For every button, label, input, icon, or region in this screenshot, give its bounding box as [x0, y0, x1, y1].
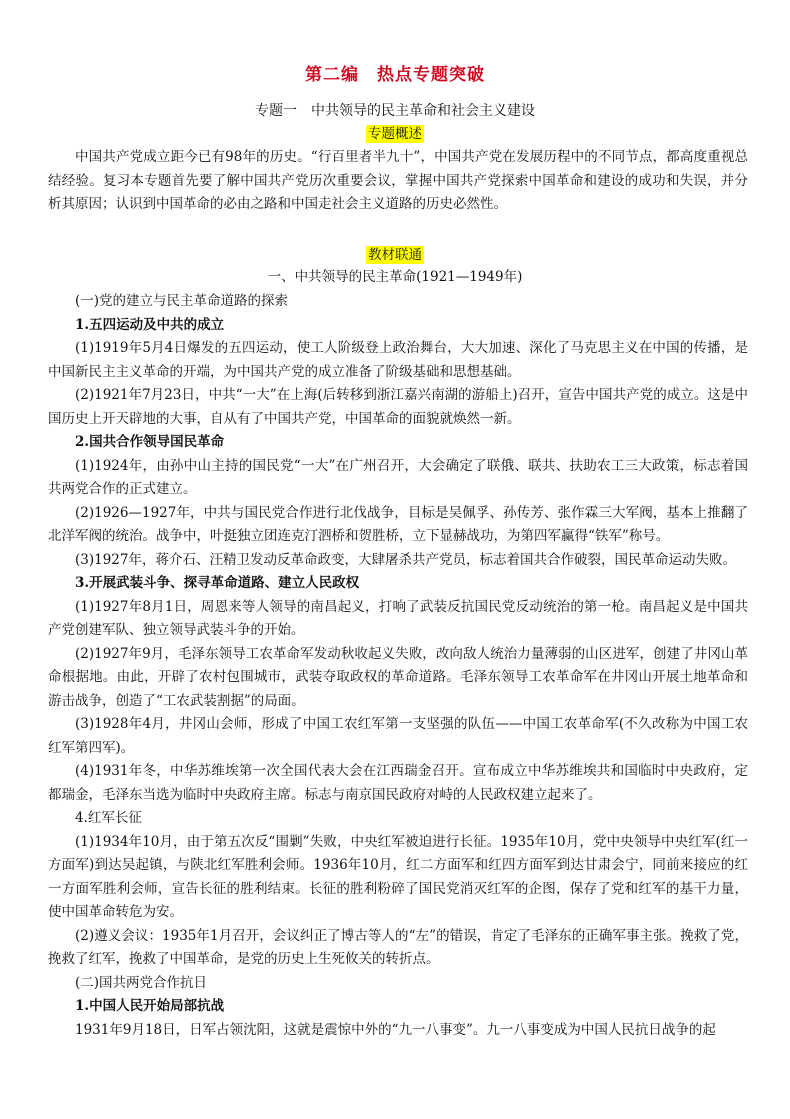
textbook-label-wrap — [0, 244, 790, 264]
content-body — [48, 290, 748, 1042]
overview-label-wrap — [0, 123, 790, 143]
paragraph: (1)1924年，由孙中山主持的国民党“一大”在广州召开，大会确定了联俄、联共、扶助农工三大政策，标志着国共两党合作的正式建立。 — [48, 457, 748, 497]
paragraph: 1931年9月18日，日军占领沈阳，这就是震惊中外的“九一八事变”。九一八事变成为中国人民抗日战争的起 — [75, 1021, 716, 1038]
paragraph: (4)1931年冬，中华苏维埃第一次全国代表大会在江西瑞金召开。宣布成立中华苏维埃共和国临时中央政府，定都瑞金，毛泽东当选为临时中央政府主席。标志与南京国民政府对峙的人民政权建立起来了。 — [48, 763, 748, 803]
paragraph: (1)1919年5月4日爆发的五四运动，使工人阶级登上政治舞台，大大加速、深化了马克思主义在中国的传播，是中国新民主主义革命的开端，为中国共产党的成立准备了阶级基础和思想基础。 — [48, 340, 748, 380]
paragraph: (1)1934年10月，由于第五次反“围剿”失败，中央红军被迫进行长征。1935年10月，党中央领导中央红军(红一方面军)到达吴起镇，与陕北红军胜利会师。1936年10月，红二方面军和红四方面军到达甘肃会宁，同前来接应的红一方面军胜利会师，宣告长征的胜利结束。长征的胜利粉碎了国民党消灭红军的企图，保存了党和红军的基干力量，使中国革命转危为安。 — [48, 833, 748, 920]
part-heading: (一)党的建立与民主革命道路的探索 — [75, 293, 289, 309]
paragraph: (2)1926—1927年，中共与国民党合作进行北伐战争，目标是吴佩孚、孙传芳、张作霖三大军阀，基本上推翻了北洋军阀的统治。战争中，叶挺独立团连克汀泗桥和贺胜桥，立下显赫战功，为第四军赢得“铁军”称号。 — [48, 504, 748, 544]
paragraph: (2)1921年7月23日，中共“一大”在上海(后转移到浙江嘉兴南湖的游船上)召开，宣告中国共产党的成立。这是中国历史上开天辟地的大事，自从有了中国共产党，中国革命的面貌就焕然一新。 — [48, 387, 748, 427]
paragraph: (2)1927年9月，毛泽东领导工农革命军发动秋收起义失败，改向敌人统治力量薄弱的山区进军，创建了井冈山革命根据地。由此，开辟了农村包围城市，武装夺取政权的革命道路。毛泽东领导工农革命军在井冈山开展土地革命和游击战争，创造了“工农武装割据”的局面。 — [48, 645, 748, 709]
overview-label: 专题概述 — [368, 126, 422, 142]
page-title: 第二编 热点专题突破 — [305, 65, 485, 85]
paragraph: (3)1928年4月，井冈山会师，形成了中国工农红军第一支坚强的队伍——中国工农革命军(不久改称为中国工农红军第四军)。 — [48, 716, 748, 756]
subsection-heading: 3.开展武装斗争、探寻革命道路、建立人民政权 — [75, 575, 360, 591]
subsection-heading: 1.五四运动及中共的成立 — [75, 316, 225, 333]
section-title: 一、中共领导的民主革命(1921—1949年) — [267, 269, 523, 285]
paragraph: (1)1927年8月1日，周恩来等人领导的南昌起义，打响了武装反抗国民党反动统治的第一枪。南昌起义是中国共产党创建军队、独立领导武装斗争的开始。 — [48, 598, 748, 638]
paragraph: (3)1927年，蒋介石、汪精卫发动反革命政变，大肆屠杀共产党员，标志着国共合作破裂，国民革命运动失败。 — [75, 551, 736, 568]
subsection-heading: 4.红军长征 — [75, 810, 142, 826]
overview-section — [48, 146, 748, 217]
overview-paragraph: 中国共产党成立距今已有98年的历史。“行百里者半九十”，中国共产党在发展历程中的不同节点，都高度重视总结经验。复习本专题首先要了解中国共产党历次重要会议，掌握中国共产党探索中国革命和建设的成功和失误，并分析其原因；认识到中国革命的必由之路和中国走社会主义道路的历史必然性。 — [48, 149, 748, 212]
subsection-heading: 1.中国人民开始局部抗战 — [75, 998, 225, 1014]
topic-title: 专题一 中共领导的民主革命和社会主义建设 — [255, 103, 535, 119]
part-heading: (二)国共两党合作抗日 — [75, 974, 208, 991]
paragraph: (2)遵义会议：1935年1月召开，会议纠正了博古等人的“左”的错误，肯定了毛泽东的正确军事主张。挽救了党，挽救了红军，挽救了中国革命，是党的历史上生死攸关的转折点。 — [48, 927, 748, 967]
textbook-label: 教材联通 — [368, 247, 422, 263]
subsection-heading: 2.国共合作领导国民革命 — [75, 434, 225, 450]
